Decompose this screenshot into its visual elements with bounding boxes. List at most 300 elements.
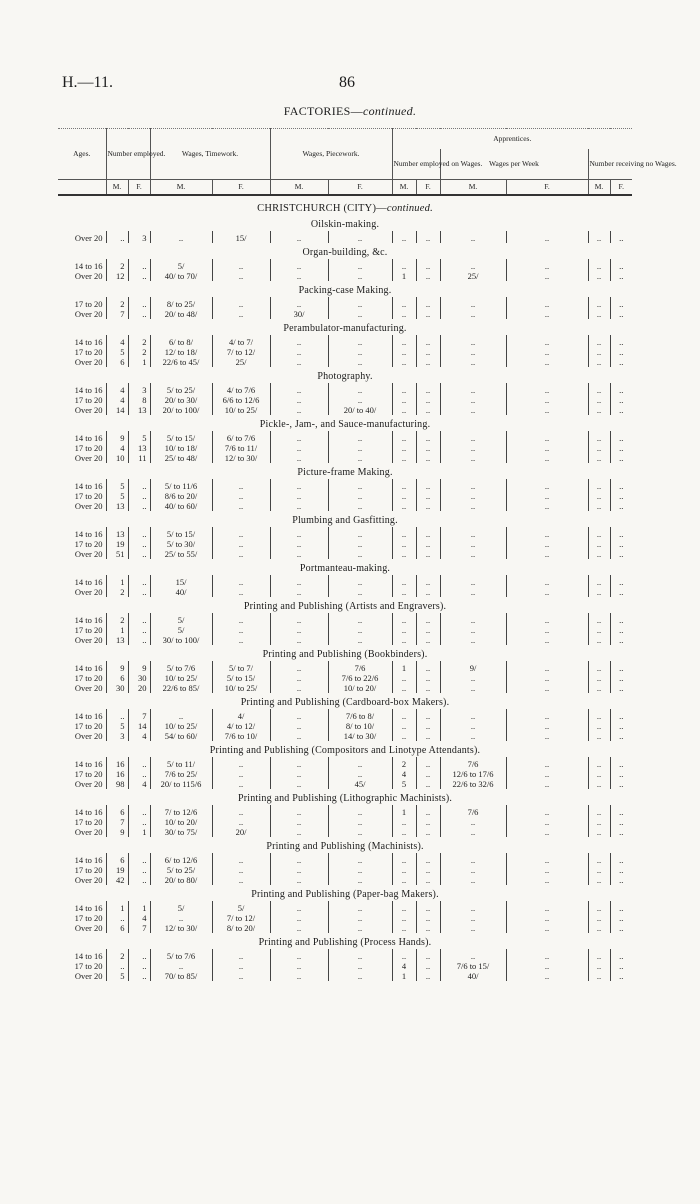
table-row — [58, 961, 632, 971]
table-cell: .. — [128, 259, 150, 271]
table-row — [58, 347, 632, 357]
table-cell: .. — [619, 923, 624, 933]
table-cell: .. — [270, 587, 328, 597]
table-cell: .. — [416, 661, 440, 673]
table-cell: 98 — [106, 779, 128, 789]
table-cell: 1 — [128, 357, 150, 367]
table-cell: .. — [392, 431, 416, 443]
table-cell: .. — [440, 625, 506, 635]
age-cell: 17 to 20 — [58, 443, 106, 453]
table-row — [58, 731, 632, 741]
age-cell: 17 to 20 — [58, 395, 106, 405]
table-cell: .. — [212, 539, 270, 549]
table-cell: .. — [392, 575, 416, 587]
table-cell: .. — [328, 309, 392, 319]
table-cell: .. — [416, 231, 440, 243]
age-cell: 14 to 16 — [58, 613, 106, 625]
table-cell: 5/ to 15/ — [150, 431, 212, 443]
table-cell: .. — [270, 335, 328, 347]
section-heading-row — [58, 885, 632, 901]
table-cell: .. — [588, 383, 610, 395]
table-cell: 1 — [392, 971, 416, 981]
table-cell: .. — [270, 721, 328, 731]
table-cell: 14 — [106, 405, 128, 415]
table-cell: .. — [392, 527, 416, 539]
table-cell: .. — [440, 501, 506, 511]
table-cell: .. — [506, 635, 588, 645]
table-cell: 1 — [106, 625, 128, 635]
table-cell: .. — [416, 817, 440, 827]
table-cell: 6 — [106, 357, 128, 367]
table-cell: 20/ to 115/6 — [150, 779, 212, 789]
table-cell: 5/ to 7/6 — [150, 661, 212, 673]
table-cell: .. — [619, 491, 624, 501]
table-cell: .. — [506, 913, 588, 923]
table-cell: .. — [150, 231, 212, 243]
table-cell: 20/ to 100/ — [150, 405, 212, 415]
age-cell: Over 20 — [58, 231, 106, 243]
table-cell: .. — [416, 769, 440, 779]
table-cell: 4 — [106, 395, 128, 405]
table-cell: .. — [128, 817, 150, 827]
table-cell: 4 — [392, 769, 416, 779]
table-cell: 13 — [128, 443, 150, 453]
table-cell: .. — [392, 613, 416, 625]
section-heading: Pickle-, Jam-, and Sauce-manufacturing. — [259, 419, 431, 430]
table-cell: .. — [588, 347, 610, 357]
table-cell: .. — [392, 817, 416, 827]
table-cell: .. — [440, 853, 506, 865]
section-heading-row — [58, 741, 632, 757]
table-cell: .. — [212, 575, 270, 587]
table-row — [58, 709, 632, 721]
table-cell: .. — [506, 453, 588, 463]
age-cell: 14 to 16 — [58, 335, 106, 347]
age-cell: 14 to 16 — [58, 757, 106, 769]
table-cell: .. — [506, 901, 588, 913]
table-cell: .. — [506, 501, 588, 511]
table-cell: 20/ to 80/ — [150, 875, 212, 885]
table-cell: 5/ — [212, 901, 270, 913]
section-heading-row — [58, 367, 632, 383]
section-heading-row — [58, 463, 632, 479]
table-cell: .. — [416, 347, 440, 357]
table-row — [58, 757, 632, 769]
table-cell: .. — [212, 779, 270, 789]
table-cell: .. — [506, 527, 588, 539]
table-cell: .. — [619, 233, 624, 243]
table-cell: .. — [619, 683, 624, 693]
table-cell: .. — [392, 853, 416, 865]
age-cell: Over 20 — [58, 875, 106, 885]
table-cell: 8/ to 25/ — [150, 297, 212, 309]
table-cell: 11 — [128, 453, 150, 463]
table-row — [58, 779, 632, 789]
table-cell: .. — [588, 297, 610, 309]
table-cell: 5/ — [150, 901, 212, 913]
table-cell: .. — [270, 539, 328, 549]
table-cell: .. — [440, 431, 506, 443]
table-cell: .. — [270, 901, 328, 913]
col-m: M. — [106, 180, 128, 196]
table-cell: .. — [588, 309, 610, 319]
table-row — [58, 853, 632, 865]
table-cell: 1 — [392, 271, 416, 281]
table-cell: .. — [416, 539, 440, 549]
table-cell: .. — [506, 613, 588, 625]
title-text: FACTORIES— — [283, 104, 363, 118]
table-cell: 2 — [106, 587, 128, 597]
table-cell: .. — [440, 357, 506, 367]
table-cell: .. — [392, 539, 416, 549]
table-cell: .. — [588, 635, 610, 645]
table-cell: .. — [150, 709, 212, 721]
age-cell: 17 to 20 — [58, 817, 106, 827]
table-cell: .. — [128, 527, 150, 539]
table-cell: .. — [328, 347, 392, 357]
table-cell: .. — [392, 865, 416, 875]
table-cell: .. — [328, 865, 392, 875]
table-cell: .. — [270, 853, 328, 865]
table-cell: .. — [416, 779, 440, 789]
table-cell: 20/ to 30/ — [150, 395, 212, 405]
age-cell: 17 to 20 — [58, 961, 106, 971]
table-cell: .. — [619, 971, 624, 981]
table-cell: .. — [392, 453, 416, 463]
table-row — [58, 913, 632, 923]
table-cell: 54/ to 60/ — [150, 731, 212, 741]
table-cell: .. — [212, 805, 270, 817]
table-cell: .. — [392, 683, 416, 693]
age-cell: 14 to 16 — [58, 949, 106, 961]
page-number: 86 — [339, 74, 355, 91]
age-cell: 14 to 16 — [58, 805, 106, 817]
col-f: F. — [128, 180, 150, 196]
age-cell: Over 20 — [58, 827, 106, 837]
table-cell: .. — [588, 721, 610, 731]
table-cell: .. — [619, 433, 624, 443]
table-cell: .. — [392, 587, 416, 597]
table-cell: .. — [328, 913, 392, 923]
table-cell: .. — [619, 711, 624, 721]
table-cell: 1 — [128, 901, 150, 913]
table-cell: 1 — [392, 661, 416, 673]
table-cell: 3 — [128, 383, 150, 395]
table-cell: 7/ to 12/ — [212, 913, 270, 923]
table-cell: .. — [328, 587, 392, 597]
table-cell: .. — [392, 395, 416, 405]
col-number-employed: Number employed. — [106, 129, 150, 180]
col-f: F. — [416, 180, 440, 196]
age-cell: Over 20 — [58, 357, 106, 367]
table-cell: 4 — [128, 731, 150, 741]
table-cell: 25/ to 55/ — [150, 549, 212, 559]
table-cell: .. — [588, 335, 610, 347]
table-cell: .. — [128, 961, 150, 971]
table-cell: .. — [270, 961, 328, 971]
table-cell: .. — [440, 297, 506, 309]
table-cell: .. — [416, 875, 440, 885]
table-cell: .. — [588, 271, 610, 281]
table-cell: .. — [328, 501, 392, 511]
table-cell: .. — [212, 625, 270, 635]
table-cell: .. — [270, 501, 328, 511]
table-cell: .. — [588, 827, 610, 837]
table-cell: .. — [328, 453, 392, 463]
table-cell: .. — [212, 971, 270, 981]
table-cell: 8/ to 20/ — [212, 923, 270, 933]
table-row — [58, 443, 632, 453]
table-cell: .. — [506, 673, 588, 683]
table-cell: 12/ to 30/ — [212, 453, 270, 463]
table-cell: .. — [392, 479, 416, 491]
table-cell: .. — [212, 865, 270, 875]
table-cell: .. — [440, 347, 506, 357]
table-row — [58, 501, 632, 511]
table-cell: .. — [588, 549, 610, 559]
section-heading: Picture-frame Making. — [297, 467, 393, 478]
table-cell: .. — [328, 769, 392, 779]
table-cell: .. — [392, 443, 416, 453]
table-cell: .. — [619, 347, 624, 357]
table-cell: .. — [392, 357, 416, 367]
table-cell: .. — [619, 625, 624, 635]
table-cell: .. — [506, 769, 588, 779]
age-cell: 14 to 16 — [58, 661, 106, 673]
table-row — [58, 817, 632, 827]
table-cell: .. — [619, 405, 624, 415]
table-cell: .. — [392, 297, 416, 309]
table-cell: .. — [440, 949, 506, 961]
table-cell: .. — [270, 805, 328, 817]
table-cell: .. — [588, 443, 610, 453]
table-cell: .. — [416, 913, 440, 923]
table-cell: .. — [416, 625, 440, 635]
table-cell: .. — [619, 299, 624, 309]
section-heading: Printing and Publishing (Process Hands). — [258, 937, 432, 948]
table-cell: .. — [270, 613, 328, 625]
age-cell: 14 to 16 — [58, 853, 106, 865]
table-cell: .. — [588, 431, 610, 443]
table-cell: .. — [128, 635, 150, 645]
table-cell: 20 — [128, 683, 150, 693]
table-cell: 19 — [106, 865, 128, 875]
table-row — [58, 827, 632, 837]
table-cell: .. — [619, 731, 624, 741]
section-heading: Printing and Publishing (Compositors and Linotype Attendants). — [209, 745, 481, 756]
table-cell: .. — [619, 261, 624, 271]
table-cell: .. — [328, 961, 392, 971]
table-cell: .. — [270, 443, 328, 453]
table-cell: .. — [416, 335, 440, 347]
col-m: M. — [392, 180, 416, 196]
table-cell: .. — [416, 961, 440, 971]
table-cell: .. — [619, 443, 624, 453]
table-cell: .. — [328, 395, 392, 405]
table-cell: .. — [128, 309, 150, 319]
table-cell: .. — [588, 501, 610, 511]
table-cell: 7/ to 12/6 — [150, 805, 212, 817]
table-cell: 25/ to 48/ — [150, 453, 212, 463]
table-cell: 10/ to 25/ — [212, 405, 270, 415]
table-cell: .. — [619, 337, 624, 347]
table-cell: .. — [506, 405, 588, 415]
table-cell: .. — [270, 549, 328, 559]
table-cell: .. — [328, 383, 392, 395]
table-cell: .. — [619, 961, 624, 971]
table-cell: 6/6 to 12/6 — [212, 395, 270, 405]
table-cell: 4 — [128, 913, 150, 923]
table-cell: .. — [588, 817, 610, 827]
table-cell: 10/ to 20/ — [150, 817, 212, 827]
table-cell: .. — [588, 491, 610, 501]
col-wages-timework: Wages, Timework. — [150, 129, 270, 180]
table-cell: .. — [619, 903, 624, 913]
table-cell: .. — [128, 491, 150, 501]
table-cell: 5 — [106, 347, 128, 357]
table-cell: 25/ — [212, 357, 270, 367]
table-cell: .. — [270, 875, 328, 885]
table-cell: 5 — [392, 779, 416, 789]
table-cell: .. — [506, 875, 588, 885]
page-reference: H.—11. — [62, 74, 113, 91]
table-cell: .. — [150, 961, 212, 971]
table-cell: 6 — [106, 853, 128, 865]
table-cell: .. — [506, 961, 588, 971]
table-row — [58, 575, 632, 587]
table-cell: .. — [212, 769, 270, 779]
table-cell: 9 — [128, 661, 150, 673]
table-cell: .. — [270, 731, 328, 741]
table-cell: .. — [588, 853, 610, 865]
table-cell: .. — [270, 673, 328, 683]
table-cell: .. — [328, 757, 392, 769]
table-cell: 7/6 — [440, 757, 506, 769]
table-cell: 5/ to 25/ — [150, 865, 212, 875]
table-cell: 16 — [106, 769, 128, 779]
table-cell: .. — [212, 479, 270, 491]
table-cell: 6 — [106, 673, 128, 683]
table-cell: 12/ to 30/ — [150, 923, 212, 933]
section-heading-row — [58, 559, 632, 575]
table-cell: 13 — [106, 635, 128, 645]
age-cell: 14 to 16 — [58, 383, 106, 395]
table-cell: 1 — [128, 827, 150, 837]
table-cell: .. — [506, 335, 588, 347]
table-cell: .. — [588, 673, 610, 683]
table-cell: 4 — [128, 779, 150, 789]
table-cell: .. — [212, 757, 270, 769]
table-cell: .. — [619, 271, 624, 281]
table-cell: .. — [416, 549, 440, 559]
col-m: M. — [588, 180, 610, 196]
table-cell: .. — [128, 501, 150, 511]
table-row — [58, 721, 632, 731]
table-cell: 8/ to 10/ — [328, 721, 392, 731]
table-cell: .. — [506, 383, 588, 395]
age-cell: 17 to 20 — [58, 769, 106, 779]
table-cell: 5/ to 15/ — [212, 673, 270, 683]
table-row — [58, 527, 632, 539]
col-apprentices-employed: Number employed on Wages. — [392, 149, 440, 180]
table-row — [58, 431, 632, 443]
table-cell: .. — [506, 539, 588, 549]
table-cell: .. — [619, 357, 624, 367]
age-cell: Over 20 — [58, 683, 106, 693]
table-cell: .. — [416, 865, 440, 875]
table-cell: .. — [619, 865, 624, 875]
table-cell: .. — [440, 231, 506, 243]
col-f: F. — [212, 180, 270, 196]
col-f: F. — [610, 180, 632, 196]
table-cell: .. — [392, 827, 416, 837]
table-cell: .. — [270, 357, 328, 367]
table-cell: 4 — [106, 443, 128, 453]
table-cell: .. — [212, 587, 270, 597]
table-cell: .. — [392, 383, 416, 395]
title-suffix: continued. — [362, 104, 417, 118]
table-cell: 22/6 to 45/ — [150, 357, 212, 367]
table-cell: .. — [328, 271, 392, 281]
age-cell: Over 20 — [58, 453, 106, 463]
table-cell: .. — [619, 635, 624, 645]
age-cell: Over 20 — [58, 549, 106, 559]
table-cell: .. — [328, 805, 392, 817]
age-cell: 14 to 16 — [58, 901, 106, 913]
table-cell: 9/ — [440, 661, 506, 673]
table-row — [58, 539, 632, 549]
table-cell: 22/6 to 85/ — [150, 683, 212, 693]
table-cell: .. — [506, 827, 588, 837]
table-cell: .. — [588, 683, 610, 693]
table-cell: 14/ to 30/ — [328, 731, 392, 741]
table-cell: 20/ to 48/ — [150, 309, 212, 319]
table-cell: .. — [416, 575, 440, 587]
table-cell: .. — [506, 297, 588, 309]
table-cell: .. — [128, 539, 150, 549]
section-heading-row — [58, 789, 632, 805]
table-cell: 12/ to 18/ — [150, 347, 212, 357]
table-cell: .. — [506, 259, 588, 271]
table-cell: .. — [440, 443, 506, 453]
table-cell: 5 — [106, 491, 128, 501]
table-cell: 3 — [106, 731, 128, 741]
table-row — [58, 357, 632, 367]
col-ages: Ages. — [58, 129, 106, 180]
table-cell: 4/ to 12/ — [212, 721, 270, 731]
age-cell: 14 to 16 — [58, 709, 106, 721]
section-heading-row — [58, 415, 632, 431]
table-cell: 7 — [128, 923, 150, 933]
age-cell: Over 20 — [58, 971, 106, 981]
col-f: F. — [506, 180, 588, 196]
table-cell: 20/ to 40/ — [328, 405, 392, 415]
table-cell: .. — [328, 817, 392, 827]
table-cell: .. — [440, 405, 506, 415]
table-cell: .. — [416, 635, 440, 645]
age-cell: 14 to 16 — [58, 575, 106, 587]
table-cell: .. — [588, 527, 610, 539]
table-cell: .. — [212, 259, 270, 271]
table-cell: 10/ to 25/ — [150, 673, 212, 683]
age-cell: Over 20 — [58, 779, 106, 789]
table-cell: 7 — [106, 309, 128, 319]
table-cell: .. — [506, 431, 588, 443]
table-cell: .. — [619, 577, 624, 587]
table-cell: 5/ to 11/ — [150, 757, 212, 769]
table-cell: .. — [506, 549, 588, 559]
table-cell: .. — [270, 949, 328, 961]
